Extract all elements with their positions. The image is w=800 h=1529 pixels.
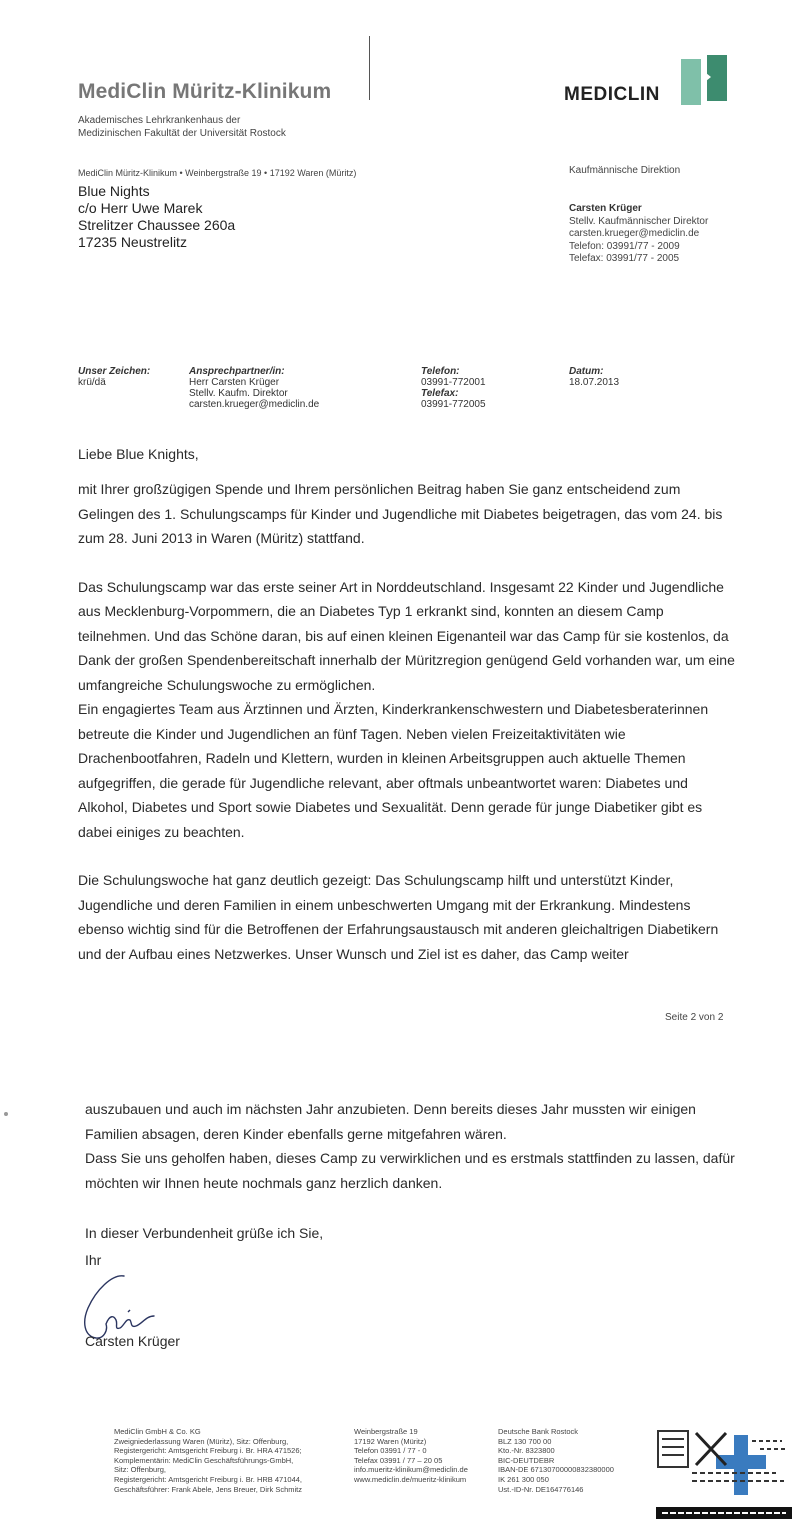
meta-ansprechpartner — [189, 366, 319, 410]
page-break — [0, 973, 800, 1003]
clinic-subtitle — [78, 114, 286, 140]
unser-zeichen-label: Unser Zeichen: — [78, 366, 151, 377]
footer-bank-line: Ust.-ID-Nr. DE164776146 — [498, 1484, 584, 1494]
meta-telefon — [421, 366, 486, 410]
header-divider — [369, 36, 370, 100]
signatory-name: Carsten Krüger — [85, 1333, 180, 1349]
footer-bank-line: Kto.-Nr. 8323800 — [498, 1446, 555, 1456]
closing-ihr: Ihr — [85, 1252, 102, 1268]
ansprech-label: Ansprechpartner/in: — [189, 366, 285, 377]
contact-fax: Telefax: 03991/77 - 2005 — [569, 253, 680, 264]
paragraph-2: Das Schulungscamp war das erste seiner Art in Norddeutschland. Insgesamt 22 Kinder und Jugendliche aus Mecklenburg-Vorpommern, die an Diabetes Typ 1 erkrankt sind, konnten an diesem Camp teilnehmen. Und das Schöne daran, bis auf einen kleinen Eigenanteil war das Camp für sie kostenlos, da Dank der großen Spendenbereitschaft innerhalb der Müritzregion genügend Geld vorhanden war, um eine umfangreiche Schulungswoche zu ermöglichen. — [78, 578, 735, 693]
department: Kaufmännische Direktion — [569, 165, 681, 176]
meta-datum — [569, 366, 619, 388]
footer-bank-line: IBAN-DE 67130700000832380000 — [498, 1465, 614, 1475]
letter-salutation: Liebe Blue Knights, — [78, 446, 199, 462]
letter-body-page1 — [78, 477, 738, 966]
footer-bank-line: BIC-DEUTDEBR — [498, 1455, 555, 1465]
recipient-line4: 17235 Neustrelitz — [78, 234, 187, 250]
footer-address-line: Weinbergstraße 19 — [354, 1427, 418, 1436]
page-number: Seite 2 von 2 — [665, 1012, 724, 1023]
footer-bank-line: BLZ 130 700 00 — [498, 1436, 552, 1446]
contact-email[interactable]: carsten.krueger@mediclin.de — [569, 228, 700, 239]
paragraph-1: mit Ihrer großzügigen Spende und Ihrem persönlichen Beitrag haben Sie ganz entscheidend zum Gelingen des 1. Schulungscamps für Kinder und Jugendliche mit Diabetes beigetragen, das vom 24. bis zum 28. Juni 2013 in Waren (Müritz) stattfand. — [78, 481, 723, 546]
footer-address-line: Telefon 03991 / 77 - 0 — [354, 1446, 427, 1456]
datum-value: 18.07.2013 — [569, 377, 620, 388]
footer-bank — [498, 1427, 614, 1494]
meta-unser-zeichen — [78, 366, 150, 388]
footer-address-line: Telefax 03991 / 77 – 20 05 — [354, 1455, 443, 1465]
clinic-subtitle-line1: Akademisches Lehrkrankenhaus der — [78, 115, 241, 126]
recipient-line3: Strelitzer Chaussee 260a — [78, 217, 236, 233]
recipient-line1: Blue Nights — [78, 183, 150, 199]
footer-address-line[interactable]: info.mueritz-klinikum@mediclin.de — [354, 1465, 468, 1475]
datum-label: Datum: — [569, 366, 604, 377]
mediclin-logo-text: MEDICLIN — [564, 84, 660, 105]
recipient-line2: c/o Herr Uwe Marek — [78, 200, 203, 216]
mediclin-logo-icon — [681, 55, 729, 105]
footer-company-line: Registergericht: Amtsgericht Freiburg i. Br. HRB 471044, — [114, 1474, 302, 1484]
footer-company-line: Komplementärin: MediClin Geschäftsführungs-GmbH, — [114, 1455, 294, 1465]
footer-company-line: Sitz: Offenburg, — [114, 1465, 166, 1475]
recipient-address — [78, 183, 235, 251]
contact-role: Stellv. Kaufmännischer Direktor — [569, 215, 709, 227]
footer-address-line: 17192 Waren (Müritz) — [354, 1436, 427, 1446]
ansprech-role: Stellv. Kaufm. Direktor — [189, 388, 288, 399]
footer-company-line: Zweigniederlassung Waren (Müritz), Sitz: Offenburg, — [114, 1436, 289, 1446]
clinic-subtitle-line2: Medizinischen Fakultät der Universität Rostock — [78, 128, 286, 139]
contact-name: Carsten Krüger — [569, 203, 642, 214]
closing-line: In dieser Verbundenheit grüße ich Sie, — [85, 1225, 324, 1241]
letter-body-page2 — [85, 1097, 735, 1195]
paragraph-6: Dass Sie uns geholfen haben, dieses Camp zu verwirklichen und es erstmals stattfinden zu lassen, dafür möchten wir Ihnen heute nochmals ganz herzlich danken. — [85, 1150, 735, 1191]
paragraph-3: Ein engagiertes Team aus Ärztinnen und Ärzten, Kinderkrankenschwestern und Diabetesberaterinnen betreute die Kinder und Jugendlichen an fünf Tagen. Neben vielen Freizeitaktivitäten wie Drachenbootfahren, Radeln und Klettern, wurden in kleinen Arbeitsgruppen auch aktuelle Themen aufgegriffen, die gerade für Jugendliche relevant, aber oftmals unbeantwortet waren: Diabetes und Alkohol, Diabetes und Sport sowie Diabetes und Sexualität. Denn gerade für junge Diabetiker gibt es dabei einiges zu beachten. — [78, 701, 709, 840]
paragraph-4: Die Schulungswoche hat ganz deutlich gezeigt: Das Schulungscamp hilft und unterstützt Kinder, Jugendliche und deren Familien in einem unbeschwerten Umgang mit der Erkrankung. Mindestens ebenso wichtig sind für die Betroffenen der Erfahrungsaustausch mit anderen gleichaltrigen Diabetikern und der Aufbau eines Netzwerkes. Unser Wunsch und Ziel ist es daher, das Camp weiter — [78, 872, 719, 962]
telefax-label: Telefax: — [421, 388, 459, 399]
telefon-label: Telefon: — [421, 366, 460, 377]
footer-company-line: MediClin GmbH & Co. KG — [114, 1427, 201, 1436]
footer-company-line: Geschäftsführer: Frank Abele, Jens Breuer, Dirk Schmitz — [114, 1484, 302, 1494]
footer-bank-line: IK 261 300 050 — [498, 1474, 549, 1484]
footer-address — [354, 1427, 468, 1485]
contact-phone: Telefon: 03991/77 - 2009 — [569, 240, 680, 252]
watermark-stamp-icon — [656, 1425, 792, 1523]
sender-line: MediClin Müritz-Klinikum • Weinbergstraße 19 • 17192 Waren (Müritz) — [78, 168, 357, 178]
telefax-value: 03991-772005 — [421, 399, 486, 410]
footer-bank-line: Deutsche Bank Rostock — [498, 1427, 579, 1436]
clinic-name: MediClin Müritz-Klinikum — [78, 80, 332, 103]
footer-company — [114, 1427, 302, 1494]
footer-company-line: Registergericht: Amtsgericht Freiburg i. Br. HRA 471526; — [114, 1446, 302, 1456]
contact-block — [569, 203, 708, 266]
telefon-value: 03991-772001 — [421, 377, 486, 388]
ansprech-name: Herr Carsten Krüger — [189, 377, 280, 388]
scan-speck — [4, 1112, 8, 1116]
ansprech-email[interactable]: carsten.krueger@mediclin.de — [189, 399, 320, 410]
footer-address-line[interactable]: www.mediclin.de/mueritz-klinikum — [354, 1474, 467, 1484]
unser-zeichen-value: krü/dä — [78, 377, 106, 388]
paragraph-5: auszubauen und auch im nächsten Jahr anzubieten. Denn bereits dieses Jahr mussten wir einigen Familien absagen, deren Kinder ebenfalls gerne mitgefahren wären. — [85, 1101, 696, 1142]
